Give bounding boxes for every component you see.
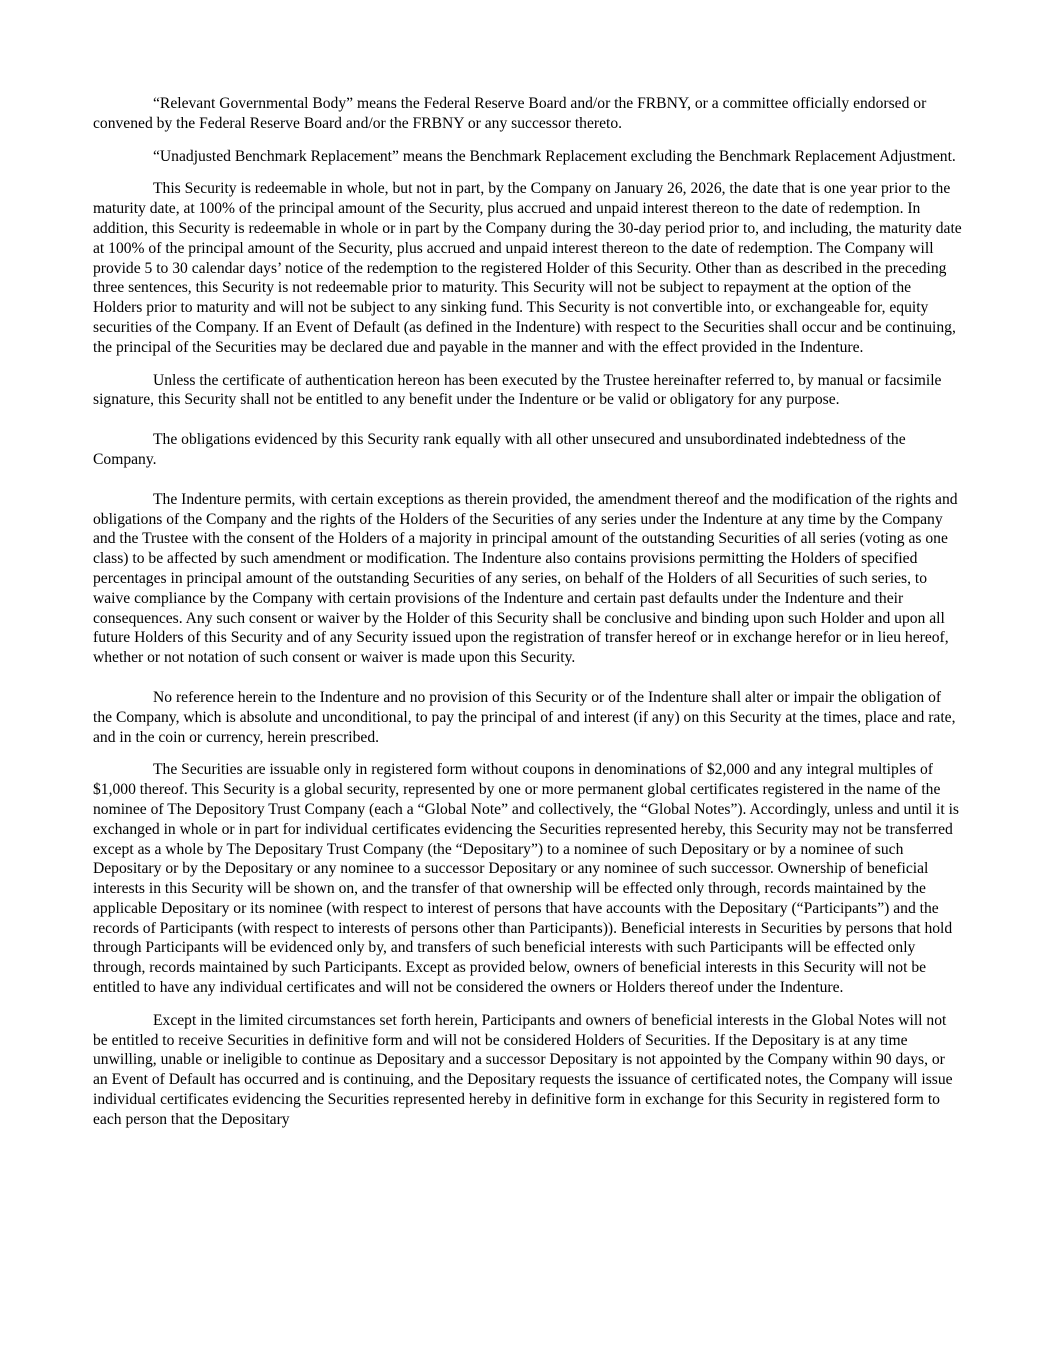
paragraph-no-reference: No reference herein to the Indenture and no provision of this Security or of the Indenture shall alter or impair the obligation of the Company, which is absolute and unconditional, to pay the principal of and interest (if any) on this Security at the times, place and rate, and in the coin or currency, herein prescribed. <box>93 688 956 746</box>
paragraph-relevant-governmental-body: “Relevant Governmental Body” means the Federal Reserve Board and/or the FRBNY, or a committee officially endorsed or convened by the Federal Reserve Board and/or the FRBNY or any successor thereto. <box>93 95 927 132</box>
paragraph-obligations-rank: The obligations evidenced by this Security rank equally with all other unsecured and unsubordinated indebtedness of the Company. <box>93 431 906 468</box>
paragraph-unadjusted-benchmark-replacement: “Unadjusted Benchmark Replacement” means the Benchmark Replacement excluding the Benchmark Replacement Adjustment. <box>153 147 956 165</box>
paragraph-indenture-amendment: The Indenture permits, with certain exceptions as therein provided, the amendment thereof and the modification of the rights and obligations of the Company and the rights of the Holders of the Securities of any series under the Indenture at any time by the Company and the Trustee with the consent of the Holders of a majority in principal amount of the outstanding Securities of all series (voting as one class) to be affected by such amendment or modification. The Indenture also contains provisions permitting the Holders of specified percentages in principal amount of the outstanding Securities of any series, on behalf of the Holders of all Securities of such series, to waive compliance by the Company with certain provisions of the Indenture and certain past defaults under the Indenture and their consequences. Any such consent or waiver by the Holder of this Security shall be conclusive and binding upon such Holder and upon all future Holders of this Security and of any Security issued upon the registration of transfer hereof or in exchange herefor or in lieu hereof, whether or not notation of such consent or waiver is made upon this Security. <box>93 490 958 667</box>
document-page <box>93 94 963 1143</box>
paragraph-registered-form: The Securities are issuable only in registered form without coupons in denominations of $2,000 and any integral multiples of $1,000 thereof. This Security is a global security, represented by one or more permanent global certificates registered in the name of the nominee of The Depository Trust Company (each a “Global Note” and collectively, the “Global Notes”). Accordingly, unless and until it is exchanged in whole or in part for individual certificates evidencing the Securities represented hereby, this Security may not be transferred except as a whole by The Depositary Trust Company (the “Depositary”) to a nominee of such Depositary or by a nominee of such Depositary or by the Depositary or any nominee to a successor Depositary or any nominee of such successor. Ownership of beneficial interests in this Security will be shown on, and the transfer of that ownership will be effected only through, records maintained by the applicable Depositary or its nominee (with respect to interest of persons that have accounts with the Depositary (“Participants”) and the records of Participants (with respect to interests of persons other than Participants)). Beneficial interests in Securities by persons that hold through Participants will be evidenced only by, and transfers of such beneficial interests with such Participants will be effected only through, records maintained by such Participants. Except as provided below, owners of beneficial interests in this Security will not be entitled to have any individual certificates and will not be considered the owners or Holders thereof under the Indenture. <box>93 761 959 997</box>
paragraph-limited-circumstances: Except in the limited circumstances set forth herein, Participants and owners of beneficial interests in the Global Notes will not be entitled to receive Securities in definitive form and will not be considered Holders of Securities. If the Depositary is at any time unwilling, unable or ineligible to continue as Depositary and a successor Depositary is not appointed by the Company within 90 days, or an Event of Default has occurred and is continuing, and the Depositary requests the issuance of certificated notes, the Company will issue individual certificates evidencing the Securities represented hereby in definitive form in exchange for this Security in registered form to each person that the Depositary <box>93 1011 953 1128</box>
paragraph-redemption: This Security is redeemable in whole, but not in part, by the Company on January 26, 2026, the date that is one year prior to the maturity date, at 100% of the principal amount of the Security, plus accrued and unpaid interest thereon to the date of redemption. In addition, this Security is redeemable in whole or in part by the Company during the 30-day period prior to, and including, the maturity date at 100% of the principal amount of the Security, plus accrued and unpaid interest thereon to the date of redemption. The Company will provide 5 to 30 calendar days’ notice of the redemption to the registered Holder of this Security. Other than as described in the preceding three sentences, this Security is not redeemable prior to maturity. This Security will not be subject to repayment at the option of the Holders prior to maturity and will not be subject to any sinking fund. This Security is not convertible into, or exchangeable for, equity securities of the Company. If an Event of Default (as defined in the Indenture) with respect to the Securities shall occur and be continuing, the principal of the Securities may be declared due and payable in the manner and with the effect provided in the Indenture. <box>93 180 962 356</box>
paragraph-authentication: Unless the certificate of authentication hereon has been executed by the Trustee hereinafter referred to, by manual or facsimile signature, this Security shall not be entitled to any benefit under the Indenture or be valid or obligatory for any purpose. <box>93 371 942 409</box>
